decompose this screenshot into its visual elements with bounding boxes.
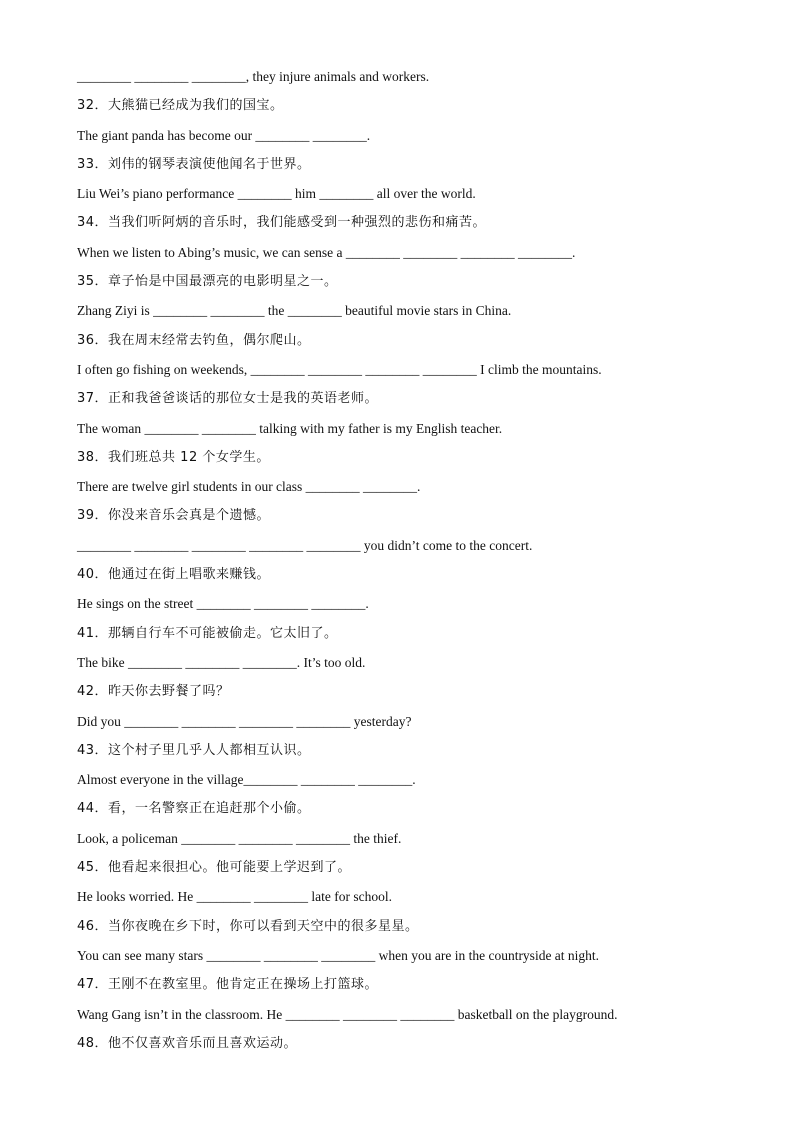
question-43-chinese: 43．这个村子里几乎人人都相互认识。 [77, 742, 311, 758]
question-33-chinese: 33．刘伟的钢琴表演使他闻名于世界。 [77, 156, 311, 172]
answer-line-32: The giant panda has become our ________ ________. [77, 127, 371, 143]
question-38-chinese: 38．我们班总共 12 个女学生。 [77, 449, 270, 465]
question-39-chinese: 39．你没来音乐会真是个遗憾。 [77, 508, 271, 524]
question-41-chinese: 41．那辆自行车不可能被偷走。它太旧了。 [77, 625, 338, 641]
answer-line-44: Look, a policeman ________ ________ ________ the thief. [77, 830, 402, 846]
question-47-chinese: 47．王刚不在教室里。他肯定正在操场上打篮球。 [77, 977, 379, 993]
answer-line-47: Wang Gang isn’t in the classroom. He ________ ________ ________ basketball on the playground. [77, 1006, 618, 1022]
answer-line-34: When we listen to Abing’s music, we can sense a ________ ________ ________ ________. [77, 244, 576, 260]
answer-line-45: He looks worried. He ________ ________ late for school. [77, 889, 392, 905]
answer-line-36: I often go fishing on weekends, ________ ________ ________ ________ I climb the mountains. [77, 361, 602, 377]
question-40-chinese: 40．他通过在街上唱歌来赚钱。 [77, 567, 271, 583]
answer-line-37: The woman ________ ________ talking with my father is my English teacher. [77, 420, 503, 436]
question-42-chinese: 42．昨天你去野餐了吗？ [77, 684, 230, 700]
answer-line-41: The bike ________ ________ ________. It’s too old. [77, 654, 366, 670]
exercise-page [77, 62, 737, 1058]
question-34-chinese: 34．当我们听阿炳的音乐时，我们能感受到一种强烈的悲伤和痛苦。 [77, 215, 487, 231]
question-45-chinese: 45．他看起来很担心。他可能要上学迟到了。 [77, 860, 352, 876]
question-35-chinese: 35．章子怡是中国最漂亮的电影明星之一。 [77, 274, 338, 290]
question-36-chinese: 36．我在周末经常去钓鱼，偶尔爬山。 [77, 332, 311, 348]
answer-line-43: Almost everyone in the village________ ________ ________. [77, 772, 416, 788]
answer-line-38: There are twelve girl students in our class ________ ________. [77, 479, 421, 495]
question-37-chinese: 37．正和我爸爸谈话的那位女士是我的英语老师。 [77, 391, 379, 407]
question-44-chinese: 44．看，一名警察正在追赶那个小偷。 [77, 801, 311, 817]
answer-line-31: ________ ________ ________, they injure animals and workers. [77, 69, 430, 84]
question-32-chinese: 32．大熊猫已经成为我们的国宝。 [77, 98, 284, 114]
answer-line-39: ________ ________ ________ ________ ________ you didn’t come to the concert. [77, 537, 533, 553]
answer-line-46: You can see many stars ________ ________ ________ when you are in the countryside at night. [77, 947, 600, 963]
question-46-chinese: 46．当你夜晚在乡下时，你可以看到天空中的很多星星。 [77, 918, 419, 934]
answer-line-42: Did you ________ ________ ________ ________ yesterday? [77, 713, 412, 729]
answer-line-33: Liu Wei’s piano performance ________ him ________ all over the world. [77, 186, 476, 202]
answer-line-40: He sings on the street ________ ________ ________. [77, 596, 369, 612]
question-48-chinese: 48．他不仅喜欢音乐而且喜欢运动。 [77, 1035, 298, 1051]
answer-line-35: Zhang Ziyi is ________ ________ the ________ beautiful movie stars in China. [77, 303, 512, 319]
